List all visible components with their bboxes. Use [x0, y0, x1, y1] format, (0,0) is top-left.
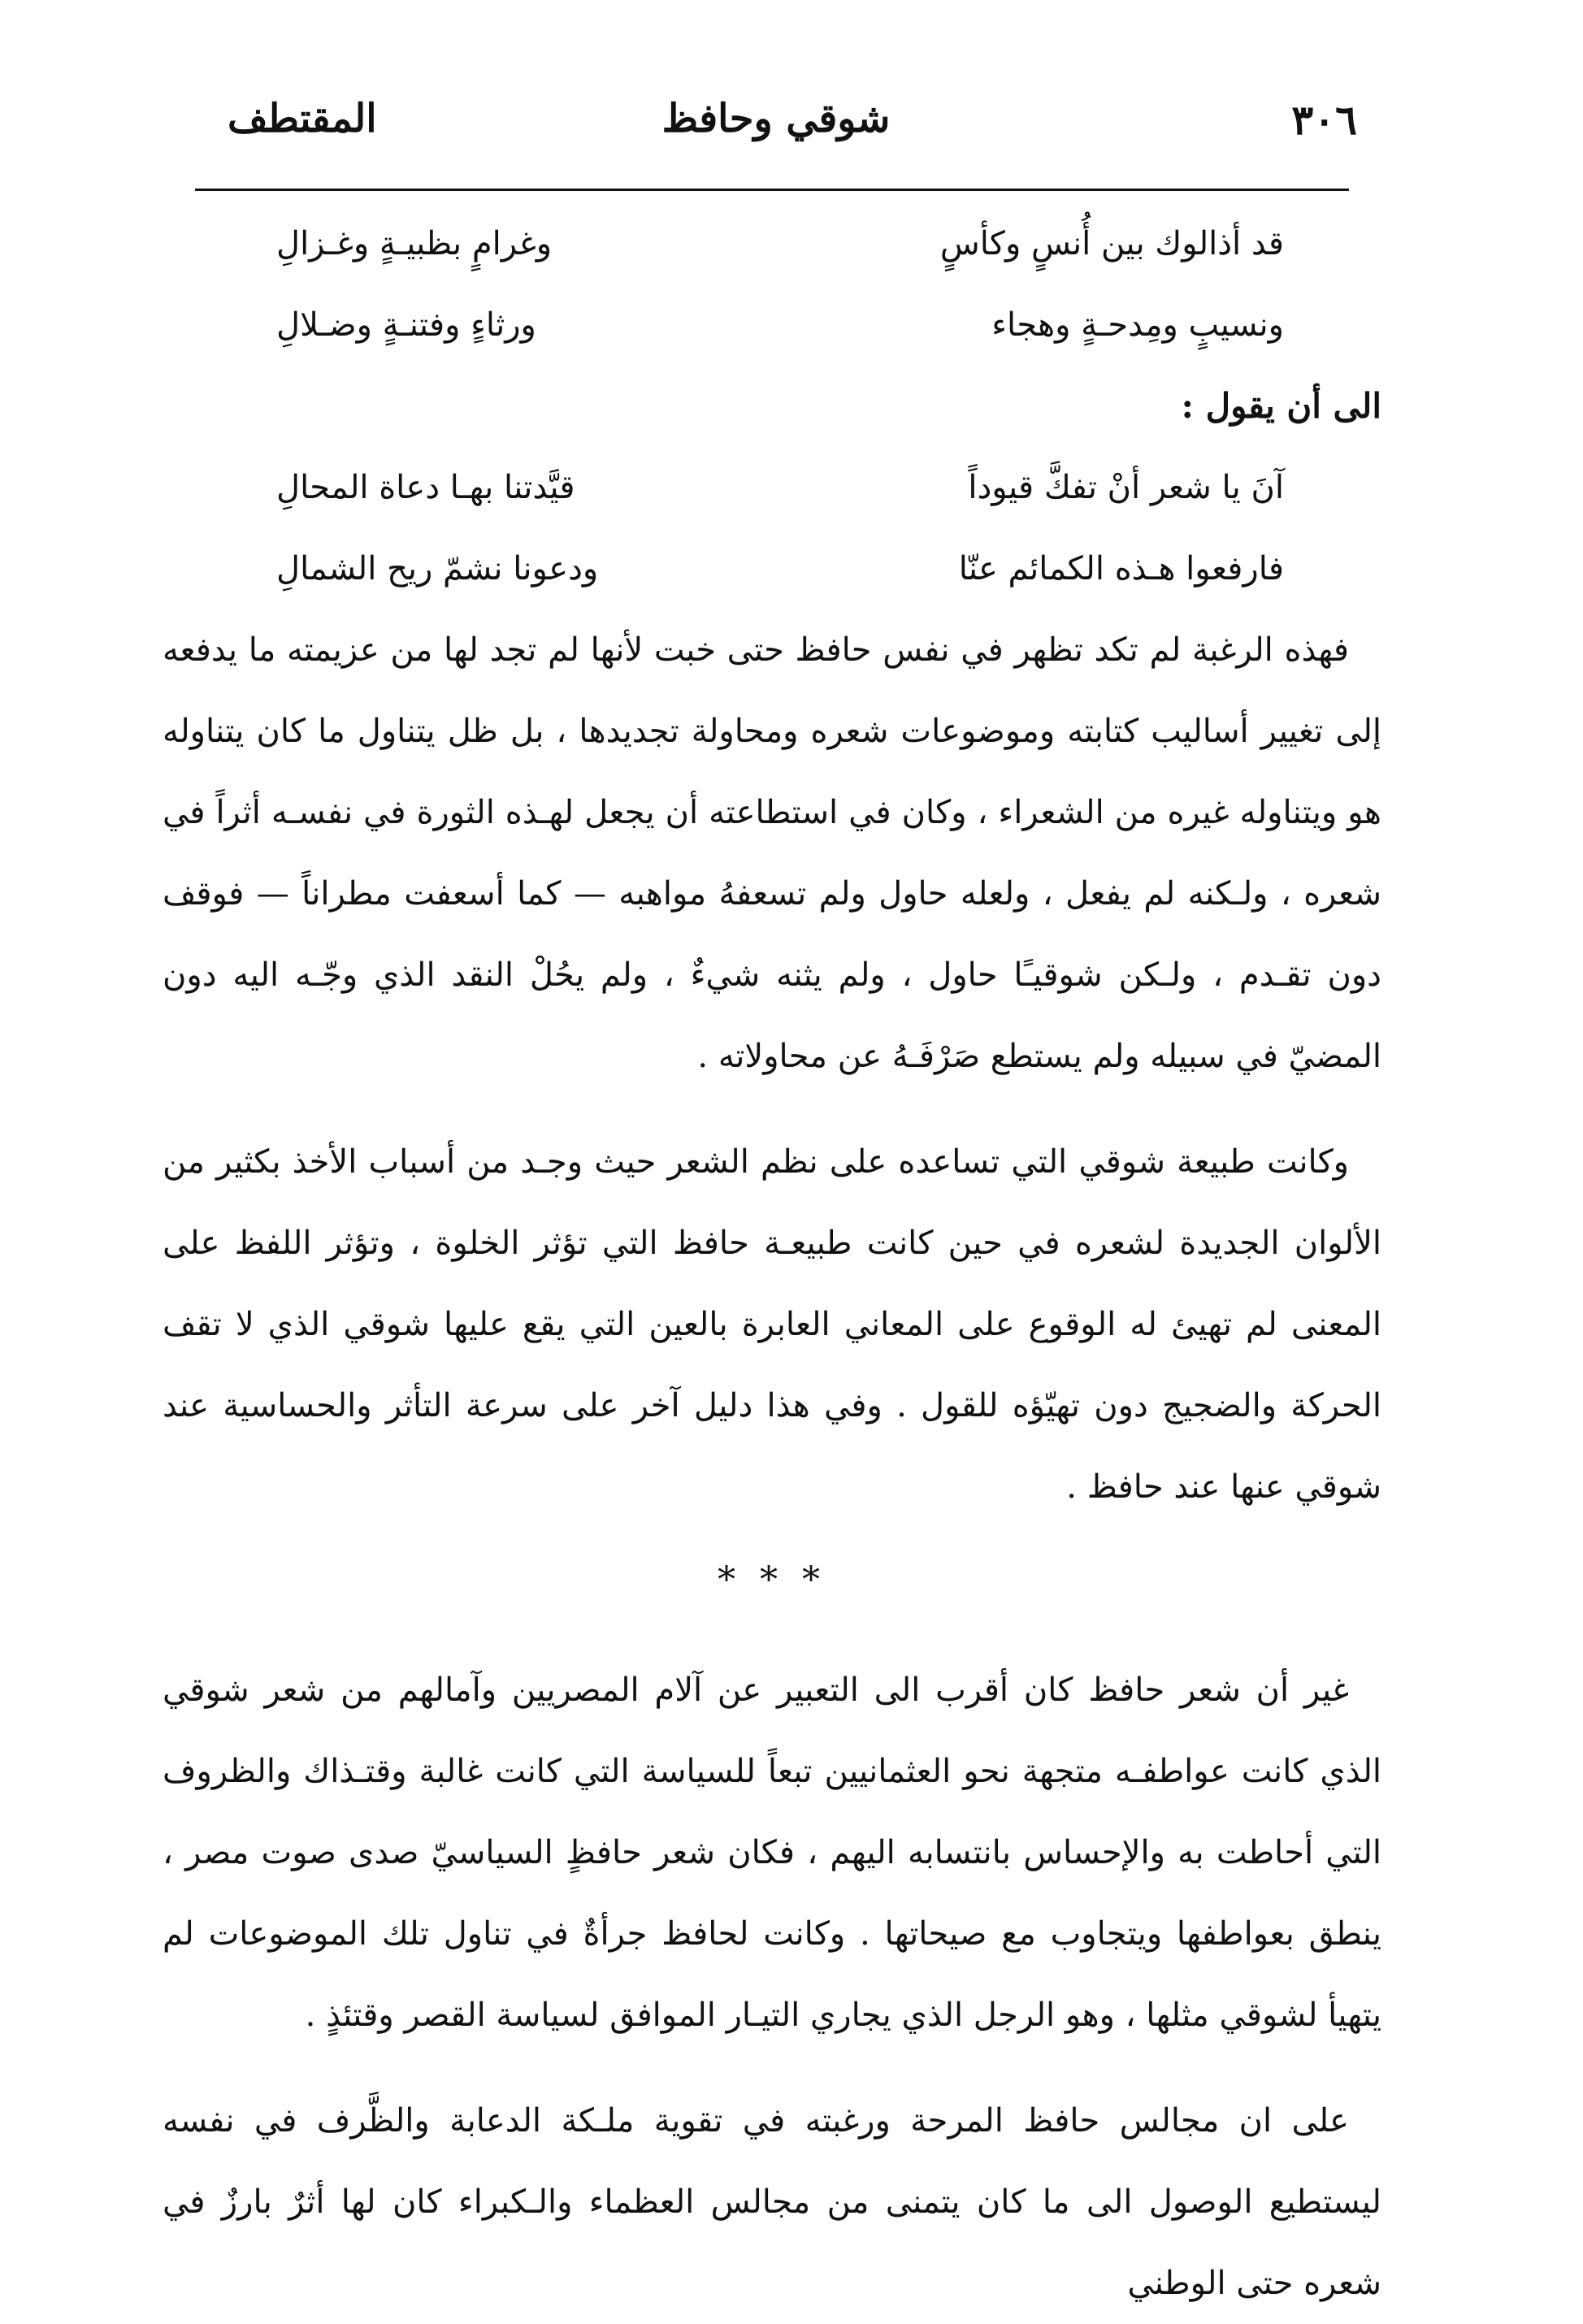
- article-title: شوقي وحافظ: [661, 96, 891, 141]
- article-body: [163, 203, 1381, 2324]
- transition-line: الى أن يقول :: [1181, 386, 1381, 426]
- verse-second-hemistich: قيَّدتنا بهـا دعاة المحالِ: [276, 469, 575, 506]
- paragraph-gap: [163, 1097, 1381, 1121]
- verse-second-hemistich: وغرامٍ بظبيـةٍ وغـزالِ: [276, 225, 553, 262]
- verse-second-hemistich: ورثاءٍ وفتنـةٍ وضـلالِ: [276, 306, 536, 344]
- paragraph: فهذه الرغبة لم تكد تظهر في نفس حافظ حتى خبت لأنها لم تجد لها من عزيمته ما يدفعه إلى تغيير أساليب كتابته وموضوعات شعره ومحاولة تجديدها ، بل ظل يتناول ما كان يتناوله هو ويتناوله غيره من الشعراء ، وكان في استطاعته أن يجعل لهـذه الثورة في نفسـه أثراً في شعره ، ولـكنه لم يفعل ، ولعله حاول ولم تسعفهُ مواهبه — كما أسعفت مطراناً — فوقف دون تقـدم ، ولـكن شوقيـًا حاول ، ولم يثنه شيءٌ ، ولم يحُلْ النقد الذي وجّـه اليه دون المضيّ في سبيله ولم يستطع صَرْفَـهُ عن محاولاته .: [163, 631, 1381, 1075]
- verse-first-hemistich: ونسيبٍ ومِدحـةٍ وهجاء: [991, 306, 1284, 344]
- verse-second-hemistich: ودعونا نشمّ ريح الشمالِ: [276, 550, 599, 588]
- verse-line: [276, 203, 1284, 284]
- verse-first-hemistich: قد أذالوك بين أُنسٍ وكأسٍ: [939, 225, 1284, 262]
- verse-first-hemistich: فارفعوا هـذه الكمائم عنّا: [958, 550, 1284, 588]
- journal-name: المقتطف: [228, 96, 377, 141]
- header-rule: [195, 189, 1349, 191]
- running-header: [195, 96, 1357, 161]
- verse-line: [276, 447, 1284, 528]
- paragraph: غير أن شعر حافظ كان أقرب الى التعبير عن آلام المصريين وآمالهم من شعر شوقي الذي كانت عواطفـه متجهة نحو العثمانيين تبعاً للسياسة التي كانت غالبة وقتـذاك والظروف التي أحاطت به والإحساس بانتسابه اليهم ، فكان شعر حافظٍ السياسيّ صدى صوت مصر ، ينطق بعواطفها ويتجاوب مع صيحاتها . وكانت لحافظ جرأةٌ في تناول تلك الموضوعات لم يتهيأ لشوقي مثلها ، وهو الرجل الذي يجاري التيـار الموافق لسياسة القصر وقتئذٍ .: [163, 1671, 1381, 2034]
- verse-first-hemistich: آنَ يا شعر أنْ تفكَّ قيوداً: [968, 469, 1284, 506]
- paragraph-gap: [163, 2056, 1381, 2080]
- section-separator: * * *: [718, 1559, 826, 1601]
- paragraph: على ان مجالس حافظ المرحة ورغبته في تقوية ملـكة الدعابة والظَّرف في نفسه ليستطيع الوصول الى ما كان يتمنى من مجالس العظماء والـكبراء كان لها أثرٌ بارزٌ في شعره حتى الوطني: [163, 2102, 1381, 2302]
- page-number: ٣٠٦: [1291, 96, 1357, 144]
- verse-line: [276, 528, 1284, 609]
- paragraph: وكانت طبيعة شوقي التي تساعده على نظم الشعر حيث وجـد من أسباب الأخذ بكثير من الألوان الجديدة لشعره في حين كانت طبيعـة حافظ التي تؤثر الخلوة ، وتؤثر اللفظ على المعنى لم تهيئ له الوقوع على المعاني العابرة بالعين التي يقع عليها شوقي الذي لا تقف الحركة والضجيج دون تهيّؤه للقول . وفي هذا دليل آخر على سرعة التأثر والحساسية عند شوقي عنها عند حافظ .: [163, 1143, 1382, 1506]
- verse-line: [276, 284, 1284, 366]
